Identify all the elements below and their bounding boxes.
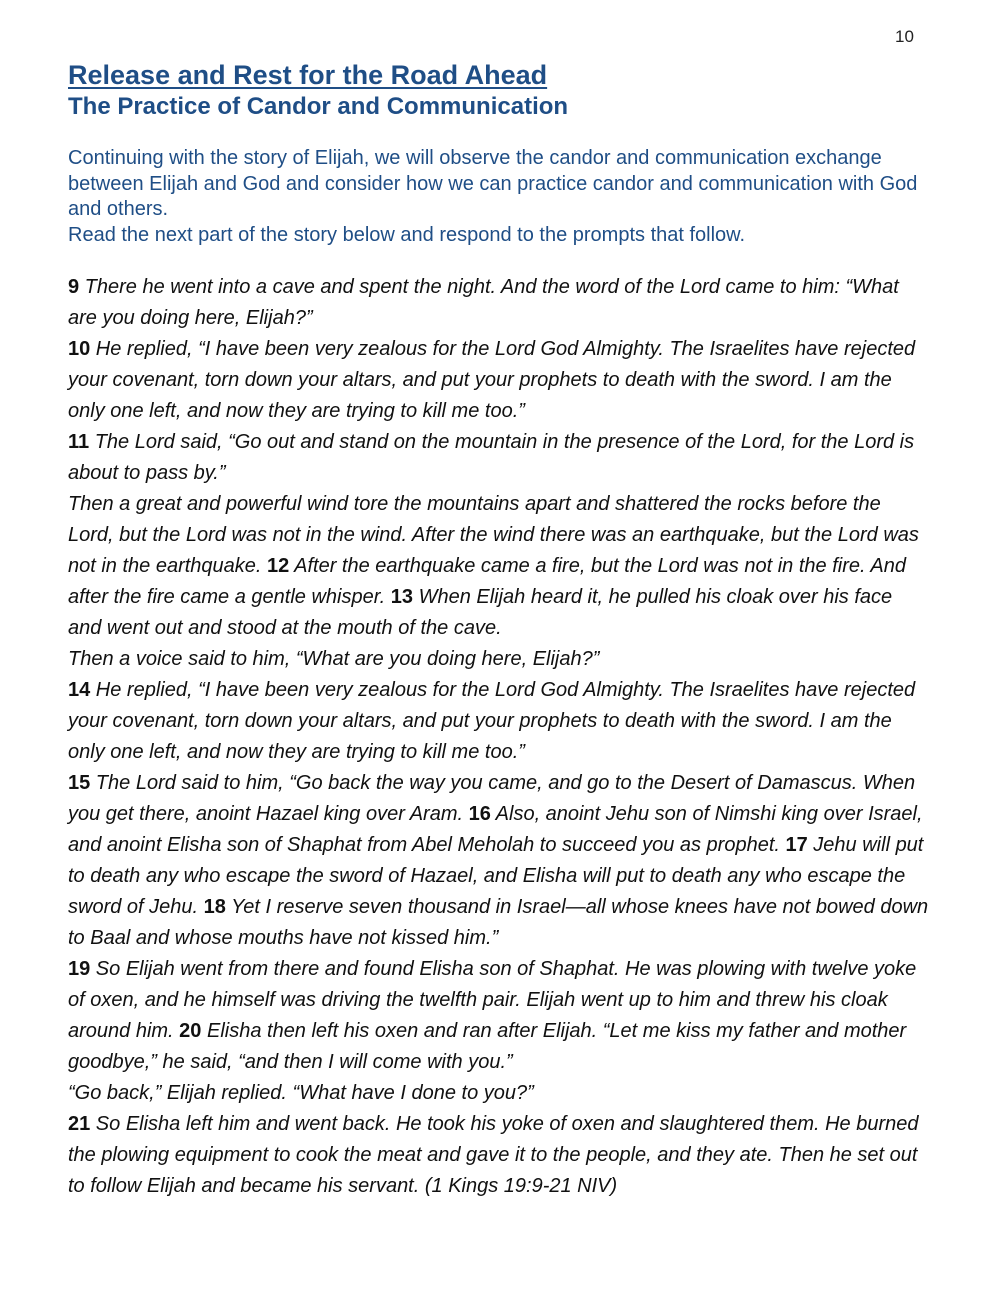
page-subtitle: The Practice of Candor and Communication bbox=[68, 93, 569, 120]
scripture-passage bbox=[68, 272, 930, 1202]
verse-number: 11 bbox=[68, 431, 90, 453]
verse-text: So Elijah went from there and found Elisha son of Shaphat. He was plowing with twelve yoke of oxen, and he himself was driving the twelfth pair. Elijah went up to him and threw his cloak around him. bbox=[68, 958, 917, 1042]
page-number: 10 bbox=[895, 27, 914, 46]
verse-number: 12 bbox=[267, 555, 290, 577]
verse-number: 14 bbox=[68, 679, 91, 701]
verse-number: 15 bbox=[68, 772, 91, 794]
verse-text: Then a voice said to him, “What are you doing here, Elijah?” bbox=[68, 648, 600, 670]
scripture-paragraph bbox=[68, 427, 930, 489]
verse-text: Then a great and powerful wind tore the mountains apart and shattered the rocks before the Lord, but the Lord was not in the wind. After the wind there was an earthquake, but the Lord was not in the earthquake. bbox=[68, 493, 919, 577]
intro-instruction: Read the next part of the story below and respond to the prompts that follow. bbox=[68, 223, 746, 246]
scripture-paragraph bbox=[68, 1109, 930, 1202]
scripture-paragraph bbox=[68, 334, 930, 427]
verse-number: 20 bbox=[179, 1020, 202, 1042]
verse-number: 16 bbox=[468, 803, 491, 825]
verse-text: The Lord said, “Go out and stand on the mountain in the presence of the Lord, for the Lord is about to pass by.” bbox=[68, 431, 915, 484]
page-title: Release and Rest for the Road Ahead bbox=[68, 60, 548, 90]
scripture-paragraph bbox=[68, 272, 930, 334]
scripture-paragraph bbox=[68, 675, 930, 768]
section-header bbox=[68, 58, 928, 122]
verse-number: 21 bbox=[68, 1113, 91, 1135]
verse-text: Also, anoint Jehu son of Nimshi king over Israel, and anoint Elisha son of Shaphat from Abel Meholah to succeed you as prophet. bbox=[68, 803, 923, 856]
verse-text: “Go back,” Elijah replied. “What have I done to you?” bbox=[68, 1082, 534, 1104]
verse-number: 18 bbox=[203, 896, 226, 918]
verse-text: Yet I reserve seven thousand in Israel—all whose knees have not bowed down to Baal and whose mouths have not kissed him.” bbox=[68, 896, 929, 949]
verse-number: 10 bbox=[68, 338, 91, 360]
scripture-paragraph bbox=[68, 644, 930, 675]
verse-number: 9 bbox=[68, 276, 80, 298]
verse-number: 19 bbox=[68, 958, 91, 980]
verse-text: He replied, “I have been very zealous for the Lord God Almighty. The Israelites have rejected your covenant, torn down your altars, and put your prophets to death with the sword. I am the only one left, and now they are trying to kill me too.” bbox=[68, 679, 916, 763]
verse-text: There he went into a cave and spent the night. And the word of the Lord came to him: “What are you doing here, Elijah?” bbox=[68, 276, 899, 329]
scripture-paragraph bbox=[68, 1078, 930, 1109]
verse-text: When Elijah heard it, he pulled his cloak over his face and went out and stood at the mouth of the cave. bbox=[68, 586, 893, 639]
scripture-paragraph bbox=[68, 954, 930, 1078]
verse-text: He replied, “I have been very zealous for the Lord God Almighty. The Israelites have rejected your covenant, torn down your altars, and put your prophets to death with the sword. I am the only one left, and now they are trying to kill me too.” bbox=[68, 338, 916, 422]
verse-text: Jehu will put to death any who escape the sword of Hazael, and Elisha will put to death any who escape the sword of Jehu. bbox=[68, 834, 924, 918]
verse-number: 17 bbox=[785, 834, 808, 856]
intro-paragraph: Continuing with the story of Elijah, we will observe the candor and communication exchange between Elijah and God and consider how we can practice candor and communication with God and others. bbox=[68, 147, 918, 220]
scripture-paragraph bbox=[68, 768, 930, 954]
verse-text: Elisha then left his oxen and ran after Elijah. “Let me kiss my father and mother goodbye,” he said, “and then I will come with you.” bbox=[68, 1020, 907, 1073]
verse-text: The Lord said to him, “Go back the way you came, and go to the Desert of Damascus. When you get there, anoint Hazael king over Aram. bbox=[68, 772, 916, 825]
verse-number: 13 bbox=[390, 586, 414, 608]
verse-text: After the earthquake came a fire, but the Lord was not in the fire. And after the fire came a gentle whisper. bbox=[68, 555, 906, 608]
verse-text: So Elisha left him and went back. He took his yoke of oxen and slaughtered them. He burned the plowing equipment to cook the meat and gave it to the people, and they ate. Then he set out to follow Elijah and became his servant. (1 Kings 19:9-21 NIV) bbox=[68, 1113, 919, 1197]
scripture-paragraph bbox=[68, 489, 930, 644]
intro-text bbox=[68, 146, 928, 248]
